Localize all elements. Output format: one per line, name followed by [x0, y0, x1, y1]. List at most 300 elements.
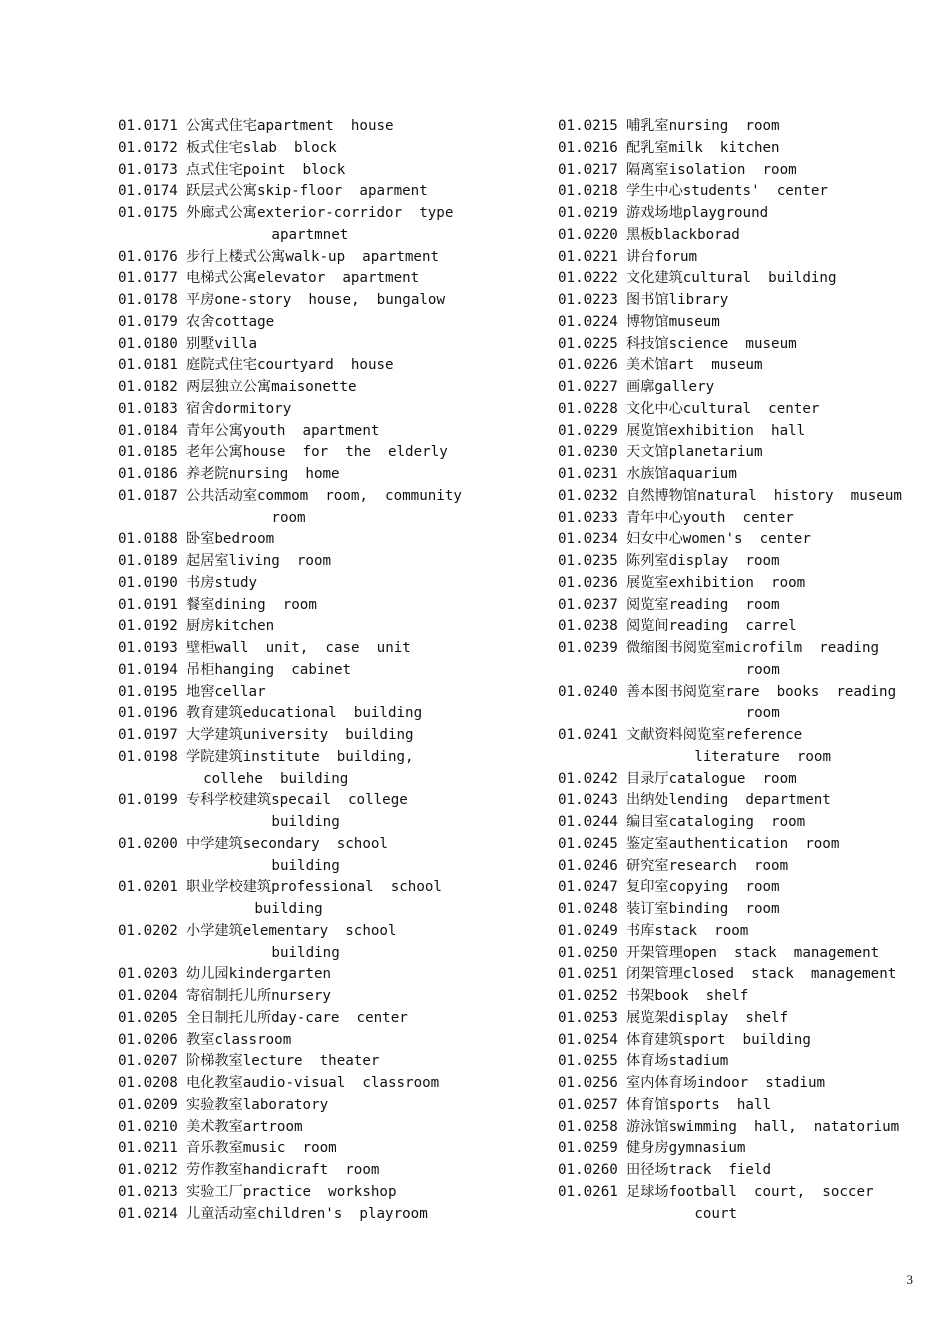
entry-number: 01.0241	[558, 727, 618, 743]
glossary-entry-continuation	[118, 856, 538, 878]
entry-number: 01.0244	[558, 814, 618, 830]
entry-term: 微缩图书阅览室microfilm reading	[626, 640, 880, 656]
entry-term: 板式住宅slab block	[186, 139, 337, 156]
right-column	[558, 116, 938, 1225]
entry-number: 01.0256	[558, 1075, 618, 1091]
entry-number	[558, 660, 626, 682]
glossary-entry	[558, 247, 938, 269]
entry-number	[558, 747, 626, 769]
glossary-entry	[118, 421, 538, 443]
glossary-entry	[118, 334, 538, 356]
entry-term: 美术馆art museum	[626, 357, 763, 374]
glossary-entry	[118, 377, 538, 399]
glossary-entry-continuation	[558, 1204, 938, 1226]
glossary-entry	[118, 877, 538, 899]
entry-term: room	[626, 705, 780, 722]
entry-term: 研究室research room	[626, 857, 789, 874]
entry-term: building	[186, 901, 323, 917]
glossary-entry	[558, 1138, 938, 1160]
glossary-entry-continuation	[118, 225, 538, 247]
glossary-entry	[118, 1030, 538, 1052]
entry-number: 01.0247	[558, 879, 618, 896]
glossary-entry	[118, 1160, 538, 1182]
entry-term: 天文馆planetarium	[626, 444, 763, 461]
entry-term: 学生中心students' center	[626, 183, 828, 200]
entry-number: 01.0227	[558, 379, 618, 395]
entry-term: 卧室bedroom	[186, 531, 275, 548]
entry-number: 01.0259	[558, 1140, 618, 1157]
entry-number: 01.0239	[558, 640, 618, 656]
entry-number: 01.0179	[118, 313, 178, 330]
entry-term: 文献资料阅览室reference	[626, 727, 803, 743]
entry-number: 01.0204	[118, 988, 178, 1004]
glossary-entry	[558, 377, 938, 399]
entry-term: collehe building	[186, 770, 349, 787]
entry-number: 01.0173	[118, 161, 178, 178]
entry-term: building	[186, 857, 340, 874]
entry-number: 01.0189	[118, 553, 178, 569]
entry-number: 01.0236	[558, 574, 618, 591]
entry-number: 01.0196	[118, 705, 178, 722]
glossary-entry	[558, 682, 938, 704]
page-number: 3	[906, 1272, 913, 1287]
glossary-entry	[118, 290, 538, 312]
entry-term: 美术教室artroom	[186, 1118, 303, 1135]
entry-term: 别墅villa	[186, 335, 258, 352]
entry-term: 专科学校建筑specail college	[186, 792, 408, 809]
entry-number: 01.0195	[118, 683, 178, 700]
entry-number: 01.0221	[558, 248, 618, 265]
entry-term: 阅览间reading carrel	[626, 618, 797, 635]
glossary-entry	[118, 747, 538, 769]
entry-number: 01.0208	[118, 1075, 178, 1091]
entry-term: 中学建筑secondary school	[186, 835, 388, 852]
entry-number: 01.0238	[558, 618, 618, 635]
entry-term: 全日制托儿所day-care center	[186, 1009, 408, 1026]
glossary-entry	[558, 943, 938, 965]
entry-number	[118, 769, 186, 791]
entry-term: 善本图书阅览室rare books reading	[626, 683, 897, 700]
glossary-entry	[118, 725, 538, 747]
entry-number: 01.0210	[118, 1118, 178, 1135]
entry-number: 01.0223	[558, 292, 618, 308]
entry-number: 01.0260	[558, 1162, 618, 1178]
entry-term: 田径场track field	[626, 1162, 772, 1178]
entry-term: 厨房kitchen	[186, 618, 275, 635]
entry-term: 儿童活动室children's playroom	[186, 1205, 428, 1222]
glossary-entry	[118, 616, 538, 638]
entry-number: 01.0258	[558, 1118, 618, 1135]
glossary-entry	[118, 682, 538, 704]
glossary-entry	[558, 616, 938, 638]
entry-number: 01.0261	[558, 1183, 618, 1200]
entry-number: 01.0242	[558, 770, 618, 787]
entry-term: literature room	[626, 748, 831, 765]
glossary-entry-continuation	[558, 747, 938, 769]
glossary-entry	[558, 638, 938, 660]
entry-number: 01.0217	[558, 161, 618, 178]
entry-number	[118, 943, 186, 965]
entry-number	[118, 508, 186, 530]
entry-term: 展览馆exhibition hall	[626, 422, 806, 439]
entry-term: 画廓gallery	[626, 379, 715, 395]
entry-number: 01.0215	[558, 118, 618, 134]
entry-term: 跃层式公寓skip-floor aparment	[186, 183, 428, 200]
entry-term: 音乐教室music room	[186, 1140, 337, 1157]
glossary-entry	[558, 1160, 938, 1182]
entry-number: 01.0248	[558, 901, 618, 917]
entry-number: 01.0176	[118, 248, 178, 265]
glossary-entry	[558, 899, 938, 921]
glossary-entry	[558, 268, 938, 290]
entry-term: 游戏场地playground	[626, 205, 769, 221]
glossary-entry	[558, 1030, 938, 1052]
glossary-entry	[118, 703, 538, 725]
entry-term: 壁柜wall unit, case unit	[186, 640, 411, 656]
entry-term: 自然博物馆natural history museum	[626, 487, 902, 504]
entry-number: 01.0218	[558, 183, 618, 200]
entry-term: 配乳室milk kitchen	[626, 139, 780, 156]
entry-term: 健身房gymnasium	[626, 1140, 746, 1157]
entry-number: 01.0237	[558, 596, 618, 613]
entry-number: 01.0213	[118, 1183, 178, 1200]
entry-term: 寄宿制托儿所nursery	[186, 988, 331, 1004]
entry-term: 步行上楼式公寓walk-up apartment	[186, 248, 440, 265]
entry-number: 01.0228	[558, 400, 618, 417]
entry-term: 公寓式住宅apartment house	[186, 118, 394, 134]
glossary-entry	[558, 312, 938, 334]
entry-number: 01.0172	[118, 139, 178, 156]
entry-number: 01.0229	[558, 422, 618, 439]
glossary-entry	[558, 355, 938, 377]
entry-number: 01.0209	[118, 1096, 178, 1113]
glossary-entry	[558, 334, 938, 356]
entry-number: 01.0181	[118, 357, 178, 374]
glossary-entry	[558, 877, 938, 899]
glossary-entry	[558, 160, 938, 182]
entry-number	[118, 812, 186, 834]
glossary-entry	[118, 921, 538, 943]
glossary-entry	[118, 1095, 538, 1117]
glossary-entry	[558, 399, 938, 421]
entry-term: 复印室copying room	[626, 879, 780, 896]
glossary-entry-continuation	[558, 660, 938, 682]
glossary-entry	[558, 421, 938, 443]
glossary-entry	[558, 790, 938, 812]
glossary-entry	[558, 1182, 938, 1204]
entry-term: 室内体育场indoor stadium	[626, 1075, 826, 1091]
entry-number: 01.0255	[558, 1053, 618, 1070]
entry-number: 01.0246	[558, 857, 618, 874]
entry-number: 01.0220	[558, 226, 618, 243]
entry-number: 01.0257	[558, 1096, 618, 1113]
entry-number	[558, 703, 626, 725]
glossary-entry	[118, 355, 538, 377]
glossary-entry	[558, 203, 938, 225]
entry-term: 黑板blackborad	[626, 226, 740, 243]
entry-term: court	[626, 1205, 738, 1222]
entry-number: 01.0224	[558, 313, 618, 330]
entry-number: 01.0205	[118, 1009, 178, 1026]
entry-term: 图书馆library	[626, 292, 729, 308]
entry-term: 学院建筑institute building,	[186, 748, 414, 765]
entry-number: 01.0251	[558, 966, 618, 983]
entry-number: 01.0187	[118, 487, 178, 504]
entry-number: 01.0192	[118, 618, 178, 635]
entry-term: 开架管理open stack management	[626, 944, 880, 961]
glossary-entry	[118, 834, 538, 856]
entry-term: 庭院式住宅courtyard house	[186, 357, 394, 374]
entry-term: 平房one-story house, bungalow	[186, 292, 445, 308]
entry-number: 01.0183	[118, 400, 178, 417]
entry-number: 01.0231	[558, 466, 618, 482]
left-column	[118, 116, 538, 1225]
entry-number: 01.0207	[118, 1053, 178, 1070]
entry-term: 青年公寓youth apartment	[186, 422, 380, 439]
entry-term: 博物馆museum	[626, 313, 720, 330]
glossary-entry	[118, 138, 538, 160]
glossary-entry	[558, 769, 938, 791]
entry-number: 01.0194	[118, 661, 178, 678]
entry-term: 电化教室audio-visual classroom	[186, 1075, 440, 1091]
entry-term: 编目室cataloging room	[626, 814, 806, 830]
entry-number: 01.0253	[558, 1009, 618, 1026]
glossary-entry	[118, 986, 538, 1008]
glossary-entry	[118, 573, 538, 595]
glossary-entry	[558, 834, 938, 856]
entry-term: 体育建筑sport building	[626, 1031, 811, 1048]
glossary-entry	[558, 116, 938, 138]
glossary-entry	[558, 1117, 938, 1139]
entry-term: 教室classroom	[186, 1031, 292, 1048]
entry-number	[118, 856, 186, 878]
glossary-entry	[118, 551, 538, 573]
glossary-entry	[118, 464, 538, 486]
entry-term: 隔离室isolation room	[626, 161, 797, 178]
entry-term: room	[626, 661, 780, 678]
entry-term: 青年中心youth center	[626, 509, 794, 526]
entry-number: 01.0206	[118, 1031, 178, 1048]
entry-number: 01.0235	[558, 553, 618, 569]
entry-term: 书架book shelf	[626, 988, 749, 1004]
entry-term: 劳作教室handicraft room	[186, 1162, 380, 1178]
glossary-entry	[558, 1073, 938, 1095]
glossary-entry	[558, 486, 938, 508]
entry-number: 01.0171	[118, 118, 178, 134]
glossary-entry	[558, 964, 938, 986]
entry-term: 宿舍dormitory	[186, 400, 292, 417]
glossary-entry	[118, 181, 538, 203]
entry-number: 01.0234	[558, 531, 618, 548]
entry-term: building	[186, 814, 340, 830]
entry-number: 01.0177	[118, 270, 178, 287]
entry-number: 01.0230	[558, 444, 618, 461]
entry-number: 01.0249	[558, 922, 618, 939]
entry-term: 老年公寓house for the elderly	[186, 444, 448, 461]
entry-number	[558, 1204, 626, 1226]
glossary-entry	[558, 1051, 938, 1073]
glossary-entry	[118, 529, 538, 551]
glossary-entry-continuation	[118, 899, 538, 921]
entry-term: 出纳处lending department	[626, 792, 831, 809]
entry-term: 职业学校建筑professional school	[186, 879, 442, 896]
entry-number: 01.0178	[118, 292, 178, 308]
glossary-entry	[118, 486, 538, 508]
glossary-entry	[118, 312, 538, 334]
glossary-entry	[118, 595, 538, 617]
entry-term: 书库stack room	[626, 922, 749, 939]
entry-term: 大学建筑university building	[186, 727, 414, 743]
glossary-entry	[118, 442, 538, 464]
entry-number: 01.0216	[558, 139, 618, 156]
glossary-entry	[558, 181, 938, 203]
entry-number: 01.0201	[118, 879, 178, 896]
entry-term: 展览室exhibition room	[626, 574, 806, 591]
entry-term: building	[186, 944, 340, 961]
entry-term: 装订室binding room	[626, 901, 780, 917]
entry-term: 公共活动室commom room, community	[186, 487, 462, 504]
entry-term: 两层独立公寓maisonette	[186, 379, 357, 395]
entry-term: 养老院nursing home	[186, 466, 340, 482]
entry-number: 01.0250	[558, 944, 618, 961]
entry-term: 阅览室reading room	[626, 596, 780, 613]
entry-term: 鉴定室authentication room	[626, 835, 840, 852]
entry-number: 01.0202	[118, 922, 178, 939]
glossary-entry	[558, 138, 938, 160]
glossary-entry	[558, 1008, 938, 1030]
glossary-entry	[118, 1138, 538, 1160]
glossary-entry	[118, 160, 538, 182]
entry-term: room	[186, 509, 306, 526]
glossary-entry	[558, 1095, 938, 1117]
entry-number: 01.0198	[118, 748, 178, 765]
entry-term: 文化建筑cultural building	[626, 270, 837, 287]
entry-number: 01.0184	[118, 422, 178, 439]
entry-number: 01.0233	[558, 509, 618, 526]
glossary-entry	[558, 464, 938, 486]
glossary-entry	[118, 1051, 538, 1073]
entry-number: 01.0185	[118, 444, 178, 461]
entry-number: 01.0226	[558, 357, 618, 374]
entry-number: 01.0175	[118, 205, 178, 221]
glossary-entry	[558, 551, 938, 573]
glossary-entry	[118, 790, 538, 812]
entry-number: 01.0199	[118, 792, 178, 809]
entry-number: 01.0240	[558, 683, 618, 700]
entry-number: 01.0203	[118, 966, 178, 983]
entry-term: 吊柜hanging cabinet	[186, 661, 352, 678]
entry-number: 01.0211	[118, 1140, 178, 1157]
entry-term: 哺乳室nursing room	[626, 118, 780, 134]
glossary-entry	[558, 442, 938, 464]
entry-number: 01.0200	[118, 835, 178, 852]
glossary-entry	[118, 116, 538, 138]
glossary-entry	[118, 660, 538, 682]
entry-term: 起居室living room	[186, 553, 332, 569]
entry-number: 01.0191	[118, 596, 178, 613]
entry-number: 01.0174	[118, 183, 178, 200]
glossary-entry	[118, 1182, 538, 1204]
glossary-entry	[558, 921, 938, 943]
entry-term: 电梯式公寓elevator apartment	[186, 270, 420, 287]
entry-number: 01.0245	[558, 835, 618, 852]
glossary-entry	[558, 225, 938, 247]
entry-term: 外廊式公寓exterior-corridor type	[186, 205, 454, 221]
entry-number: 01.0219	[558, 205, 618, 221]
glossary-entry	[558, 856, 938, 878]
glossary-entry-continuation	[118, 508, 538, 530]
entry-term: 目录厅catalogue room	[626, 770, 797, 787]
entry-term: 展览架display shelf	[626, 1009, 789, 1026]
entry-term: 游泳馆swimming hall, natatorium	[626, 1118, 900, 1135]
glossary-entry	[118, 399, 538, 421]
entry-term: 点式住宅point block	[186, 161, 346, 178]
entry-number: 01.0193	[118, 640, 178, 656]
entry-term: 文化中心cultural center	[626, 400, 820, 417]
entry-term: 餐室dining room	[186, 596, 317, 613]
entry-number: 01.0197	[118, 727, 178, 743]
entry-number: 01.0222	[558, 270, 618, 287]
entry-number: 01.0188	[118, 531, 178, 548]
glossary-entry-continuation	[558, 703, 938, 725]
entry-term: 幼儿园kindergarten	[186, 966, 332, 983]
glossary-entry	[558, 529, 938, 551]
entry-term: 实验工厂practice workshop	[186, 1183, 397, 1200]
entry-number: 01.0243	[558, 792, 618, 809]
glossary-entry	[118, 964, 538, 986]
entry-number: 01.0252	[558, 988, 618, 1004]
entry-number: 01.0232	[558, 487, 618, 504]
glossary-entry	[118, 1117, 538, 1139]
entry-term: 教育建筑educational building	[186, 705, 423, 722]
entry-number: 01.0225	[558, 335, 618, 352]
glossary-entry	[118, 1073, 538, 1095]
entry-term: 实验教室laboratory	[186, 1096, 329, 1113]
glossary-entry-continuation	[118, 769, 538, 791]
entry-number	[118, 225, 186, 247]
entry-term: 水族馆aquarium	[626, 466, 737, 482]
entry-number: 01.0186	[118, 466, 178, 482]
glossary-entry	[558, 508, 938, 530]
entry-number: 01.0214	[118, 1205, 178, 1222]
glossary-entry	[558, 986, 938, 1008]
entry-number: 01.0212	[118, 1162, 178, 1178]
entry-number: 01.0190	[118, 574, 178, 591]
entry-term: 讲台forum	[626, 248, 698, 265]
glossary-entry	[558, 725, 938, 747]
entry-number: 01.0254	[558, 1031, 618, 1048]
entry-term: 小学建筑elementary school	[186, 922, 397, 939]
glossary-entry	[558, 573, 938, 595]
glossary-entry	[118, 247, 538, 269]
entry-term: 书房study	[186, 574, 258, 591]
entry-term: 足球场football court, soccer	[626, 1183, 874, 1200]
glossary-entry	[118, 203, 538, 225]
entry-term: 地窖cellar	[186, 683, 266, 700]
entry-term: 体育场stadium	[626, 1053, 729, 1070]
entry-term: 闭架管理closed stack management	[626, 966, 897, 983]
entry-term: 科技馆science museum	[626, 335, 797, 352]
glossary-entry-continuation	[118, 943, 538, 965]
entry-number: 01.0182	[118, 379, 178, 395]
glossary-entry	[118, 638, 538, 660]
glossary-entry	[558, 812, 938, 834]
entry-number: 01.0180	[118, 335, 178, 352]
entry-term: 陈列室display room	[626, 553, 780, 569]
entry-term: 阶梯教室lecture theater	[186, 1053, 380, 1070]
entry-term: 体育馆sports hall	[626, 1096, 772, 1113]
glossary-entry	[118, 1204, 538, 1226]
